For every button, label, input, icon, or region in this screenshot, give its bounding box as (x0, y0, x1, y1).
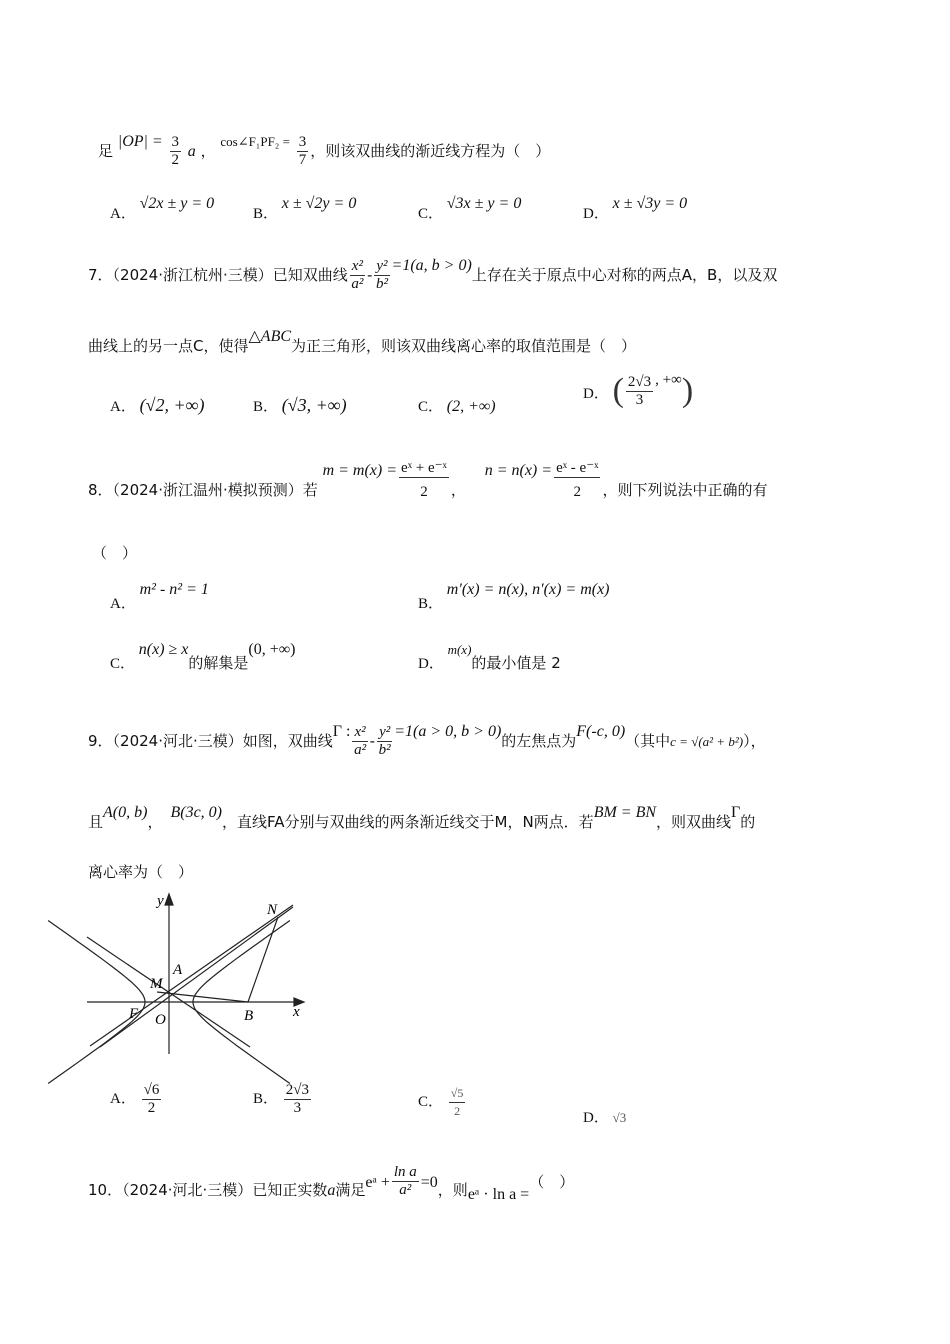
text: ，则该双曲线的渐近线方程为（ ） (310, 142, 551, 160)
label-a: A (173, 962, 183, 978)
numerator: 2√3 (627, 373, 652, 390)
option-label: C． (418, 206, 444, 222)
numerator: eˣ - e⁻ˣ (556, 460, 599, 476)
numerator: x² (351, 258, 363, 274)
y-axis-arrow-icon (165, 894, 173, 905)
question-source: （2024·河北·三模） (112, 732, 243, 750)
option-math: n(x) ≥ x (138, 641, 189, 658)
text: ，直线FA分别与双曲线的两条渐近线交于M，N两点．若 (222, 813, 594, 831)
option-math: (2, +∞) (446, 398, 496, 415)
text: 如图，双曲线 (242, 732, 333, 750)
text: 曲线上的另一点C，使得 (88, 337, 249, 355)
math-point-a: A(0, b) (103, 804, 148, 821)
fraction (392, 1164, 419, 1199)
label-y: y (157, 893, 164, 909)
option-text: 的解集是 (188, 654, 249, 672)
text: ， (200, 142, 216, 160)
text: ， (147, 813, 163, 831)
option-label: D． (418, 656, 444, 672)
numerator: x² (354, 724, 366, 740)
option-label: D． (583, 386, 609, 403)
text: 满足 (335, 1181, 366, 1199)
math-gamma: Γ : (332, 723, 351, 740)
label-f: F (129, 1006, 139, 1022)
math-op: - (369, 732, 376, 750)
math-rhs: =1(a, b > 0) (391, 257, 472, 274)
numerator: ln a (393, 1164, 417, 1180)
numerator: 3 (298, 134, 307, 150)
label-o: O (155, 1012, 166, 1028)
numerator: eˣ + e⁻ˣ (401, 460, 447, 476)
option-math: , +∞ (655, 372, 682, 389)
math-expr: eᵃ · ln a = (467, 1186, 530, 1203)
question-number: 10． (88, 1181, 123, 1199)
math-c-def: c = √(a² + b²) (670, 734, 744, 749)
denominator: a² (354, 742, 367, 758)
option-label: D． (583, 1110, 609, 1126)
numerator: √5 (449, 1085, 466, 1103)
text: 已知双曲线 (272, 266, 348, 284)
text: 的 (740, 813, 756, 831)
option-label: D． (583, 206, 609, 222)
label-b: B (244, 1008, 254, 1024)
text: 足 (98, 142, 114, 160)
label-n: N (267, 902, 278, 918)
option-math: √3x ± y = 0 (446, 195, 522, 212)
text: （其中 (625, 732, 671, 750)
text: ，则双曲线 (656, 813, 732, 831)
math-focus: F(-c, 0) (576, 723, 626, 740)
q9-option-a[interactable] (110, 1082, 163, 1117)
denominator: 3 (635, 391, 644, 408)
fraction (449, 1085, 466, 1120)
denominator: 2 (147, 1100, 156, 1116)
fraction (142, 1082, 162, 1117)
denominator: 2 (454, 1104, 461, 1118)
question-source: （2024·河北·三模） (122, 1181, 253, 1199)
segment-bm (157, 992, 248, 1002)
text: ， (450, 481, 466, 499)
denominator: 3 (293, 1100, 302, 1116)
numerator: y² (376, 258, 388, 274)
answer-paren: （ ） (529, 1173, 575, 1191)
option-label: C． (418, 399, 444, 415)
denominator: 7 (298, 152, 307, 168)
question-source: （2024·浙江温州·模拟预测） (112, 481, 303, 499)
q9-option-c[interactable] (418, 1085, 467, 1120)
segment-bn (248, 917, 278, 1002)
denominator: 2 (420, 484, 428, 500)
math-triangle: △ABC (248, 328, 292, 345)
option-label: B． (253, 399, 279, 415)
option-label: A． (110, 596, 136, 612)
question-number: 8． (88, 481, 113, 499)
option-label: C． (110, 656, 136, 672)
option-label: B． (253, 1090, 279, 1107)
denominator: a² (351, 276, 364, 292)
option-text: 的最小值是 2 (471, 654, 561, 672)
math-op: - (366, 266, 373, 284)
fraction (284, 1082, 311, 1117)
option-label: C． (418, 1093, 444, 1110)
text: ）， (743, 732, 766, 750)
asymptote-1 (100, 907, 293, 1047)
text: 已知正实数 (252, 1181, 328, 1199)
option-math: (√3, +∞) (281, 395, 347, 415)
option-math: (√2, +∞) (139, 395, 205, 415)
numerator: y² (379, 724, 391, 740)
text: 且 (88, 813, 104, 831)
math-cos: cos∠F₁PF₂ = (220, 134, 290, 149)
text: 为正三角形，则该双曲线离心率的取值范围是（ ） (291, 337, 637, 355)
denominator: 2 (171, 152, 179, 168)
text: ，则下列说法中正确的有 (602, 481, 768, 499)
option-math: √3 (612, 1110, 627, 1125)
denominator: 2 (573, 484, 582, 500)
denominator: b² (378, 742, 391, 758)
denominator: a² (399, 1182, 412, 1198)
option-math: m(x) (447, 642, 472, 657)
answer-paren: （ ） (92, 544, 138, 562)
paren-right: ) (681, 372, 694, 409)
math-m: m = m(x) = (322, 462, 398, 479)
numerator: 2√3 (285, 1082, 309, 1098)
question-number: 9． (88, 732, 113, 750)
option-label: A． (110, 399, 136, 415)
math-n: n = n(x) = (484, 462, 553, 479)
option-label: B． (253, 206, 279, 222)
math-rhs: =0 (420, 1174, 438, 1191)
math-rhs: =1(a > 0, b > 0) (394, 723, 502, 740)
denominator: b² (375, 276, 388, 292)
label-m: M (150, 976, 163, 992)
math-gamma: Γ (731, 804, 741, 821)
numerator: 3 (171, 134, 179, 150)
math-var: a (327, 1182, 336, 1199)
math-point-b: B(3c, 0) (170, 804, 222, 821)
line-fa (90, 905, 293, 1046)
text: 若 (302, 481, 318, 499)
q9-option-d[interactable] (583, 1106, 626, 1127)
math-ea: eᵃ + (365, 1174, 390, 1191)
text: 的左焦点为 (501, 732, 577, 750)
option-label: A． (110, 1090, 136, 1107)
question-number: 7． (88, 266, 113, 284)
math-var: a (187, 143, 196, 160)
text: 上存在关于原点中心对称的两点A，B，以及双 (471, 266, 778, 284)
q9-option-b[interactable] (253, 1082, 313, 1117)
paren-left: ( (612, 372, 624, 409)
option-math: x ± √2y = 0 (281, 195, 357, 212)
text: ，则 (437, 1181, 468, 1199)
label-x: x (293, 1004, 300, 1020)
numerator: √6 (143, 1082, 160, 1098)
question-source: （2024·浙江杭州·三模） (112, 266, 273, 284)
option-label: B． (418, 596, 444, 612)
math-condition: BM = BN (593, 804, 657, 821)
option-math: (0, +∞) (248, 641, 296, 658)
option-math: x ± √3y = 0 (612, 195, 688, 212)
option-math: √2x ± y = 0 (139, 195, 215, 212)
q10-stem (88, 1164, 575, 1212)
option-math: m′(x) = n(x), n′(x) = m(x) (446, 581, 610, 598)
math-op: |OP| = (117, 133, 163, 150)
option-math: m² - n² = 1 (139, 581, 209, 598)
option-label: A． (110, 206, 136, 222)
q9-stem-line3: 离心率为（ ） (88, 863, 194, 881)
